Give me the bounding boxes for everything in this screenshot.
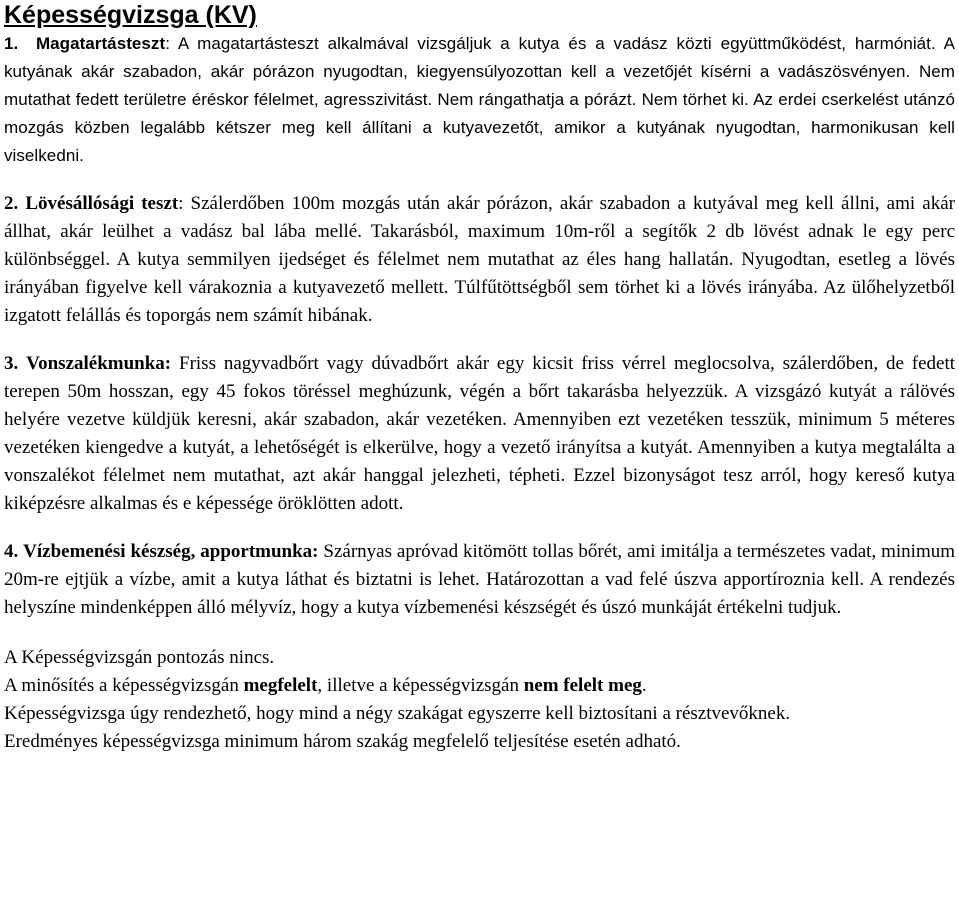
section-1-num: 1.: [4, 34, 19, 53]
section-2-num: 2.: [4, 193, 19, 214]
section-1-text: A magatartásteszt alkalmával vizsgáljuk a kutya és a vadász közti együttműködést, harmóniát. A kutyának akár szabadon, akár pórázon nyugodtan, kiegyensúlyozottan kell a vezetőjét kísérni a vadászösvényen. Nem mutathat fedett területre éréskor félelmet, agresszivitást. Nem rángathatja a pórázt. Nem törhet ki. Az erdei cserkelést utánzó mozgás közben legalább kétszer meg kell állítani a kutyavezetőt, amikor a kutyának nyugodtan, harmonikusan kell viselkedni.: [4, 34, 955, 165]
page-title: Képességvizsga (KV): [4, 1, 257, 29]
section-3-text: Friss nagyvadbőrt vagy dúvadbőrt akár egy kicsit friss vérrel meglocsolva, szálerdőben, de fedett terepen 50m hosszan, egy 45 fokos töréssel meghúzunk, végén a bőrt takarásba helyezzük. A vizsgázó kutyát a rálövés helyére vezetve küldjük keresni, akár szabadon, akár vezetéken. Amennyiben ezt vezetéken tesszük, minimum 5 méteres vezetéken kiengedve a kutyát, a lehetőségét is elkerülve, hogy a vezető irányítsa a kutyát. Amennyiben a kutya megtalálta a vonszalékot félelmet nem mutathat, azt akár hanggal jelezheti, tépheti. Ezzel bizonyságot tesz arról, hogy kereső kutya kiképzésre alkalmas és e képessége öröklötten adott.: [4, 353, 956, 514]
section-3-heading: Vonszalékmunka:: [26, 353, 172, 374]
no-points-note: A Képességvizsgán pontozás nincs.: [4, 647, 275, 668]
section-4-text: Szárnyas apróvad kitömött tollas bőrét, ami imitálja a természetes vadat, minimum 20m-re ejtjük a vízbe, amit a kutya láthat és biztatni is lehet. Határozottan a vad felé úszva apportíroznia kell. A rendezés helyszíne mindenképpen álló mélyvíz, hogy a kutya vízbemenési készségét és úszó munkáját értékelni tudjuk.: [4, 541, 956, 618]
spacer: [4, 622, 955, 644]
section-2-sep: :: [178, 193, 184, 214]
spacer: [4, 518, 955, 538]
spacer: [4, 330, 955, 350]
success-note: Eredményes képességvizsga minimum három szakág megfelelő teljesítése esetén adható.: [4, 731, 681, 752]
rating-mid: , illetve a képességvizsgán: [317, 675, 524, 696]
rating-note: [4, 672, 955, 700]
section-1-heading: Magatartásteszt: [35, 34, 166, 53]
rating-pre: A minősítés a képességvizsgán: [4, 675, 244, 696]
section-1: [4, 30, 955, 170]
section-4-heading: Vízbemenési készség, apportmunka:: [23, 541, 319, 562]
section-2-text: Szálerdőben 100m mozgás után akár pórázon, akár szabadon a kutyával meg kell állni, ami akár állhat, akár leülhet a vadász bal lába mellé. Takarásból, maximum 10m-ről a segítők 2 db lövést adnak le egy perc különbséggel. A kutya semmilyen ijedséget és félelmet nem mutathat az éles hang hallatán. Nyugodtan, esetleg a lövés irányában figyelve kell várakoznia a kutyavezető mellett. Túlfűtöttségből sem törhet ki a lövés irányába. Az ülőhelyzetből izgatott felállás és toporgás nem számít hibának.: [4, 193, 955, 326]
section-4-num: 4.: [4, 541, 19, 562]
section-1-sep: :: [165, 34, 170, 53]
section-4: [4, 538, 955, 622]
spacer: [4, 170, 955, 190]
rating-fail: nem felelt meg: [523, 675, 642, 696]
rating-post: .: [641, 675, 647, 696]
rating-pass: megfelelt: [243, 675, 318, 696]
section-2-heading: Lövésállósági teszt: [25, 193, 179, 214]
section-2: [4, 190, 955, 330]
section-3: [4, 350, 955, 518]
schedule-note: Képességvizsga úgy rendezhető, hogy mind a négy szakágat egyszerre kell biztosítani a résztvevőknek.: [4, 703, 791, 724]
section-3-num: 3.: [4, 353, 19, 374]
